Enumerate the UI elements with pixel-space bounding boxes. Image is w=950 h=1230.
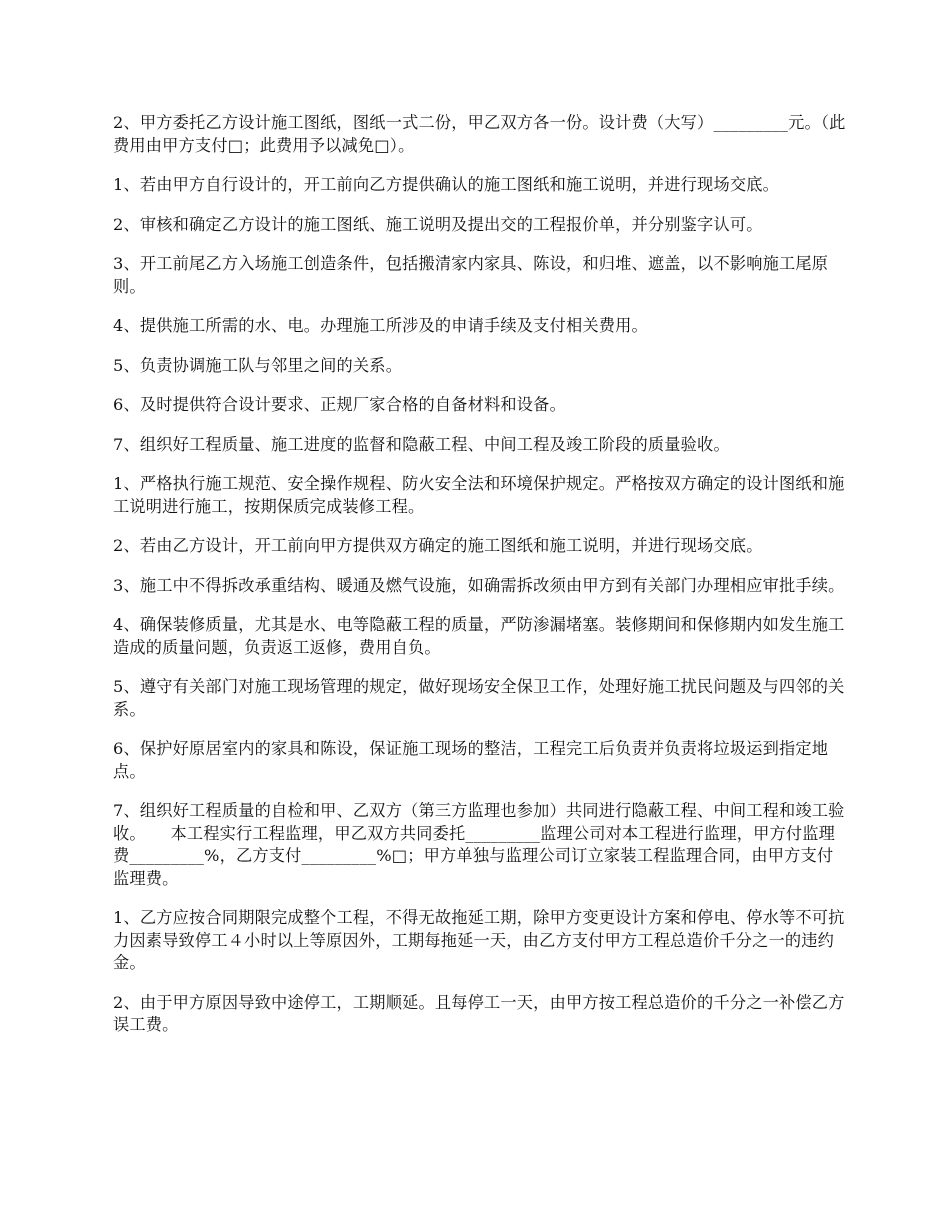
paragraph-design-fee: 2、甲方委托乙方设计施工图纸，图纸一式二份，甲乙双方各一份。设计费（大写）_________元。（此费用由甲方支付□；此费用予以减免□）。 — [113, 113, 846, 155]
paragraph-party-b-4: 4、确保装修质量，尤其是水、电等隐蔽工程的质量，严防渗漏堵塞。装修期间和保修期内如发生施工造成的质量问题，负责返工返修，费用自负。 — [113, 615, 845, 657]
paragraph-party-a-7: 7、组织好工程质量、施工进度的监督和隐蔽工程、中间工程及竣工阶段的质量验收。 — [113, 434, 730, 454]
paragraph-party-b-6: 6、保护好原居室内的家具和陈设，保证施工现场的整洁，工程完工后负责并负责将垃圾运到指定地点。 — [113, 739, 829, 781]
paragraph-party-a-2: 2、审核和确定乙方设计的施工图纸、施工说明及提出交的工程报价单，并分别鉴字认可。 — [113, 214, 763, 234]
paragraph-party-a-1: 1、若由甲方自行设计的，开工前向乙方提供确认的施工图纸和施工说明，并进行现场交底。 — [113, 175, 779, 194]
paragraph-party-a-3: 3、开工前尾乙方入场施工创造条件，包括搬清家内家具、陈设，和归堆、遮盖，以不影响施工尾原则。 — [113, 254, 829, 296]
paragraph-delay-2: 2、由于甲方原因导致中途停工，工期顺延。且每停工一天，由甲方按工程总造价的千分之一补偿乙方误工费。 — [113, 992, 845, 1034]
paragraph-party-b-5: 5、遵守有关部门对施工现场管理的规定，做好现场安全保卫工作，处理好施工扰民问题及与四邻的关系。 — [113, 677, 845, 719]
paragraph-delay-1: 1、乙方应按合同期限完成整个工程，不得无故拖延工期，除甲方变更设计方案和停电、停水等不可抗力因素导致停工４小时以上等原因外，工期每拖延一天，由乙方支付甲方工程总造价千分之一的违约金。 — [113, 908, 845, 972]
paragraph-party-a-6: 6、及时提供符合设计要求、正规厂家合格的自备材料和设备。 — [113, 395, 566, 414]
paragraph-party-b-3: 3、施工中不得拆改承重结构、暖通及燃气设施，如确需拆改须由甲方到有关部门办理相应审批手续。 — [113, 575, 845, 595]
paragraph-party-a-5: 5、负责协调施工队与邻里之间的关系。 — [113, 355, 403, 375]
paragraph-party-b-1: 1、严格执行施工规范、安全操作规程、防火安全法和环境保护规定。严格按双方确定的设计图纸和施工说明进行施工，按期保质完成装修工程。 — [113, 474, 845, 516]
paragraph-party-a-4: 4、提供施工所需的水、电。办理施工所涉及的申请手续及支付相关费用。 — [113, 316, 648, 335]
paragraph-party-b-7-supervision: 7、组织好工程质量的自检和甲、乙双方（第三方监理也参加）共同进行隐蔽工程、中间工程和竣工验收。 本工程实行工程监理，甲乙双方共同委托_________监理公司对本工程进行监理，甲方付监理费_________%，乙方支付_________%□；甲方单独与监理公司订立家装工程监理合同，由甲方支付监理费。 — [113, 801, 845, 888]
paragraph-party-b-2: 2、若由乙方设计，开工前向甲方提供双方确定的施工图纸和施工说明，并进行现场交底。 — [113, 536, 763, 555]
